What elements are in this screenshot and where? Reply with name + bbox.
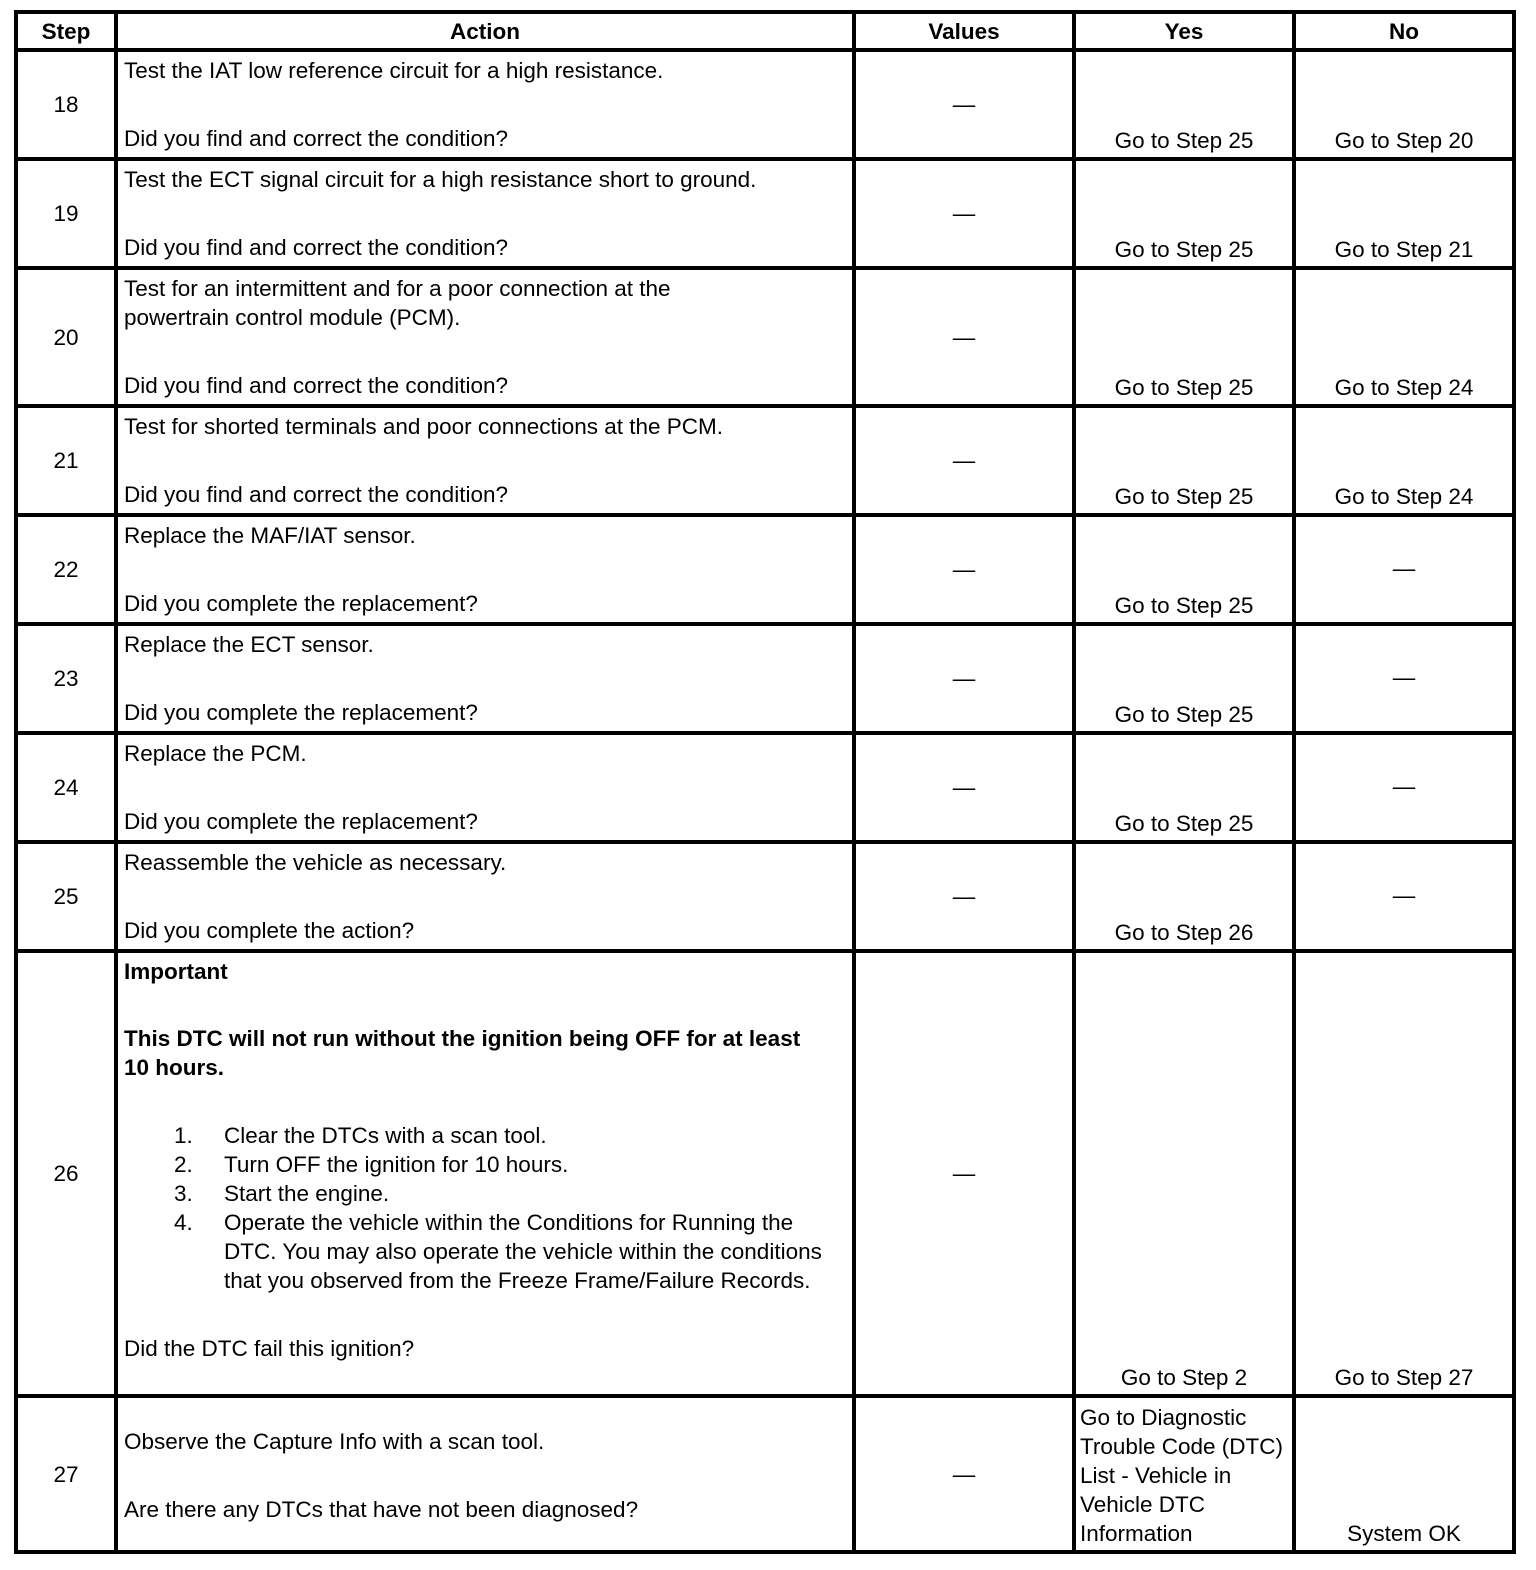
step-number: 20 bbox=[16, 268, 116, 406]
values-cell: — bbox=[854, 406, 1074, 515]
no-cell: — bbox=[1294, 624, 1514, 733]
step-number: 18 bbox=[16, 50, 116, 159]
values-cell: — bbox=[854, 951, 1074, 1396]
action-question: Did you find and correct the condition? bbox=[124, 373, 508, 398]
no-cell: System OK bbox=[1294, 1396, 1514, 1552]
action-instruction: Test the IAT low reference circuit for a high resistance. bbox=[124, 58, 664, 83]
action-question: Did the DTC fail this ignition? bbox=[124, 1336, 415, 1361]
action-cell bbox=[116, 624, 854, 733]
list-item-text: Clear the DTCs with a scan tool. bbox=[224, 1123, 547, 1148]
important-note: This DTC will not run without the ignition being OFF for at least 10 hours. bbox=[124, 1026, 801, 1080]
action-question: Did you complete the replacement? bbox=[124, 591, 478, 616]
action-instruction: Reassemble the vehicle as necessary. bbox=[124, 850, 507, 875]
list-item-number: 1. bbox=[174, 1123, 193, 1148]
action-instruction: Observe the Capture Info with a scan tool. bbox=[124, 1428, 545, 1454]
table-row bbox=[16, 159, 1514, 268]
step-number: 23 bbox=[16, 624, 116, 733]
no-cell: Go to Step 24 bbox=[1294, 406, 1514, 515]
no-cell: — bbox=[1294, 515, 1514, 624]
action-instruction: Test the ECT signal circuit for a high resistance short to ground. bbox=[124, 167, 757, 192]
action-question: Are there any DTCs that have not been diagnosed? bbox=[124, 1496, 639, 1522]
procedure-list bbox=[124, 1121, 848, 1295]
action-cell bbox=[116, 159, 854, 268]
list-item bbox=[124, 1179, 848, 1208]
action-cell bbox=[116, 1396, 854, 1552]
list-item-number: 3. bbox=[174, 1181, 193, 1206]
step-number: 26 bbox=[16, 951, 116, 1396]
table-row bbox=[16, 50, 1514, 159]
table-row bbox=[16, 268, 1514, 406]
table-row bbox=[16, 515, 1514, 624]
values-cell: — bbox=[854, 515, 1074, 624]
diagnostic-table bbox=[14, 10, 1516, 1554]
action-cell bbox=[116, 842, 854, 951]
action-instruction: Replace the PCM. bbox=[124, 741, 307, 766]
list-item-text: Operate the vehicle within the Conditions for Running the DTC. You may also operate the vehicle within the conditions that you observed from the Freeze Frame/Failure Records. bbox=[224, 1210, 822, 1293]
list-item bbox=[124, 1121, 848, 1150]
yes-cell: Go to Step 25 bbox=[1074, 733, 1294, 842]
header-no: No bbox=[1294, 12, 1514, 50]
step-number: 22 bbox=[16, 515, 116, 624]
list-item-number: 2. bbox=[174, 1152, 193, 1177]
list-item bbox=[124, 1208, 848, 1295]
no-cell: — bbox=[1294, 733, 1514, 842]
header-step: Step bbox=[16, 12, 116, 50]
action-question: Did you complete the replacement? bbox=[124, 700, 478, 725]
yes-cell: Go to Step 25 bbox=[1074, 159, 1294, 268]
step-number: 27 bbox=[16, 1396, 116, 1552]
list-item bbox=[124, 1150, 848, 1179]
table-row bbox=[16, 406, 1514, 515]
action-instruction: Test for shorted terminals and poor connections at the PCM. bbox=[124, 414, 724, 439]
yes-cell: Go to Step 25 bbox=[1074, 406, 1294, 515]
action-instruction: Replace the ECT sensor. bbox=[124, 632, 374, 657]
action-cell bbox=[116, 268, 854, 406]
step-number: 21 bbox=[16, 406, 116, 515]
table-row bbox=[16, 624, 1514, 733]
yes-cell: Go to Step 25 bbox=[1074, 50, 1294, 159]
header-row bbox=[16, 12, 1514, 50]
important-title: Important bbox=[124, 959, 228, 984]
action-cell bbox=[116, 733, 854, 842]
table-row bbox=[16, 842, 1514, 951]
action-cell bbox=[116, 50, 854, 159]
action-question: Did you find and correct the condition? bbox=[124, 126, 508, 151]
no-cell: Go to Step 21 bbox=[1294, 159, 1514, 268]
header-values: Values bbox=[854, 12, 1074, 50]
action-cell bbox=[116, 406, 854, 515]
action-cell bbox=[116, 951, 854, 1396]
step-number: 19 bbox=[16, 159, 116, 268]
values-cell: — bbox=[854, 159, 1074, 268]
action-cell bbox=[116, 515, 854, 624]
header-yes: Yes bbox=[1074, 12, 1294, 50]
action-question: Did you find and correct the condition? bbox=[124, 482, 508, 507]
action-question: Did you complete the action? bbox=[124, 918, 415, 943]
list-item-text: Start the engine. bbox=[224, 1181, 390, 1206]
list-item-text: Turn OFF the ignition for 10 hours. bbox=[224, 1152, 569, 1177]
values-cell: — bbox=[854, 842, 1074, 951]
action-instruction: Test for an intermittent and for a poor connection at the powertrain control module (PCM). bbox=[124, 276, 671, 330]
yes-cell: Go to Step 26 bbox=[1074, 842, 1294, 951]
values-cell: — bbox=[854, 1396, 1074, 1552]
table-row bbox=[16, 733, 1514, 842]
values-cell: — bbox=[854, 733, 1074, 842]
header-action: Action bbox=[116, 12, 854, 50]
no-cell: Go to Step 27 bbox=[1294, 951, 1514, 1396]
yes-cell: Go to Step 25 bbox=[1074, 515, 1294, 624]
action-question: Did you find and correct the condition? bbox=[124, 235, 508, 260]
action-instruction: Replace the MAF/IAT sensor. bbox=[124, 523, 416, 548]
values-cell: — bbox=[854, 50, 1074, 159]
table-row bbox=[16, 1396, 1514, 1552]
no-cell: — bbox=[1294, 842, 1514, 951]
step-number: 25 bbox=[16, 842, 116, 951]
no-cell: Go to Step 24 bbox=[1294, 268, 1514, 406]
no-cell: Go to Step 20 bbox=[1294, 50, 1514, 159]
yes-cell: Go to Step 25 bbox=[1074, 624, 1294, 733]
action-question: Did you complete the replacement? bbox=[124, 809, 478, 834]
values-cell: — bbox=[854, 624, 1074, 733]
yes-cell: Go to Step 2 bbox=[1074, 951, 1294, 1396]
yes-cell: Go to Diagnostic Trouble Code (DTC) List - Vehicle in Vehicle DTC Information bbox=[1074, 1396, 1294, 1552]
yes-cell: Go to Step 25 bbox=[1074, 268, 1294, 406]
list-item-number: 4. bbox=[174, 1210, 193, 1235]
values-cell: — bbox=[854, 268, 1074, 406]
step-number: 24 bbox=[16, 733, 116, 842]
table-row bbox=[16, 951, 1514, 1396]
